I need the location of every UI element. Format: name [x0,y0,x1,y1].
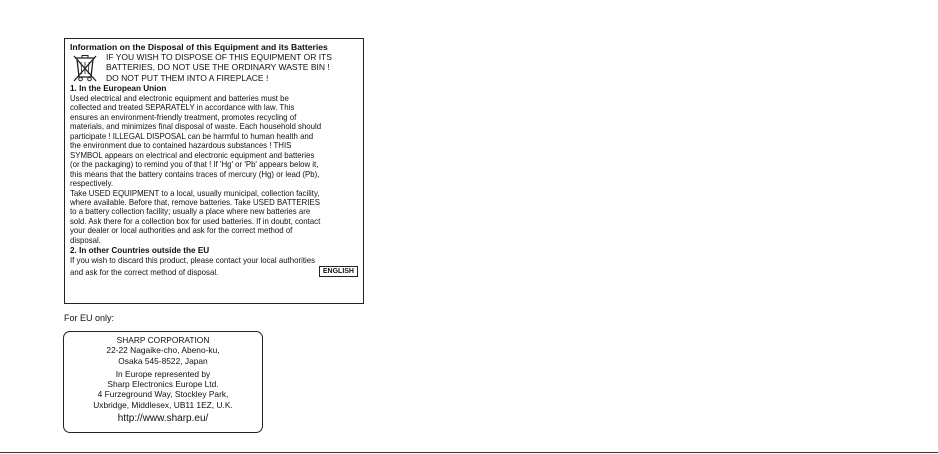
warning-row [70,52,358,83]
paragraph-line: Take USED EQUIPMENT to a local, usually municipal, collection facility, [70,188,320,198]
notice-title: Information on the Disposal of this Equipment and its Batteries [70,42,328,52]
represented-by: In Europe represented by [115,368,211,379]
paragraph-line: disposal. [70,235,101,245]
paragraph-line: where available. Before that, remove batteries. Take USED BATTERIES [70,197,320,207]
paragraph-line: sold. Ask there for a collection box for used batteries. If in doubt, contact [70,216,321,226]
eu-only-label: For EU only: [64,313,115,323]
paragraph-line: participate ! ILLEGAL DISPOSAL can be harmful to human health and [70,131,314,141]
company-street: 22-22 Nagaike-cho, Abeno-ku, [106,345,220,356]
warning-line: DO NOT PUT THEM INTO A FIREPLACE ! [106,72,269,83]
paragraph-line: SYMBOL appears on electrical and electronic equipment and batteries [70,150,315,160]
paragraph-line: the environment due to contained hazardous substances ! THIS [70,141,292,151]
paragraph-line: and ask for the correct method of disposal. [70,268,219,278]
representative-name: Sharp Electronics Europe Ltd. [107,379,219,390]
paragraph-line: materials, and minimizes final disposal of waste. Each household should [70,122,322,132]
paragraph-line: Used electrical and electronic equipment and batteries must be [70,94,289,103]
section-other-heading: 2. In other Countries outside the EU [70,246,210,256]
bottom-rule [0,452,938,453]
paragraph-line: ensures an environment-friendly treatment, promotes recycling of [70,112,297,122]
company-city: Osaka 545-8522, Japan [118,355,208,366]
paragraph-line: your dealer or local authorities and ask for the correct method of [70,226,293,236]
address-box [63,331,263,433]
disposal-notice [64,38,364,304]
representative-street: 4 Furzeground Way, Stockley Park, [97,389,229,400]
warning-line: BATTERIES, DO NOT USE THE ORDINARY WASTE BIN ! [106,62,330,73]
paragraph-line: If you wish to discard this product, please contact your local authorities [70,256,316,266]
paragraph-line: respectively. [70,179,114,189]
paragraph-line: this means that the battery contains traces of mercury (Hg) or lead (Pb), [70,169,320,179]
warning-text [106,52,332,83]
paragraph-line: (or the packaging) to remind you of that ! If 'Hg' or 'Pb' appears below it, [70,160,319,170]
representative-city: Uxbridge, Middlesex, UB11 1EZ, U.K. [93,399,233,410]
section-eu-paragraph-1 [70,94,358,189]
company-name: SHARP CORPORATION [116,335,210,345]
last-line-row [70,266,358,278]
warning-line: IF YOU WISH TO DISPOSE OF THIS EQUIPMENT OR ITS [106,52,332,62]
paragraph-line: collected and treated SEPARATELY in accordance with law. This [70,103,295,113]
language-badge: ENGLISH [319,266,358,277]
crossed-out-wheelie-bin-icon [72,53,98,83]
section-eu-paragraph-2 [70,189,358,246]
section-other-paragraph [70,256,358,277]
website-link[interactable]: http://www.sharp.eu/ [117,413,209,425]
paragraph-line: to a battery collection facility; usually a place where new batteries are [70,207,311,217]
section-eu-heading: 1. In the European Union [70,84,167,93]
